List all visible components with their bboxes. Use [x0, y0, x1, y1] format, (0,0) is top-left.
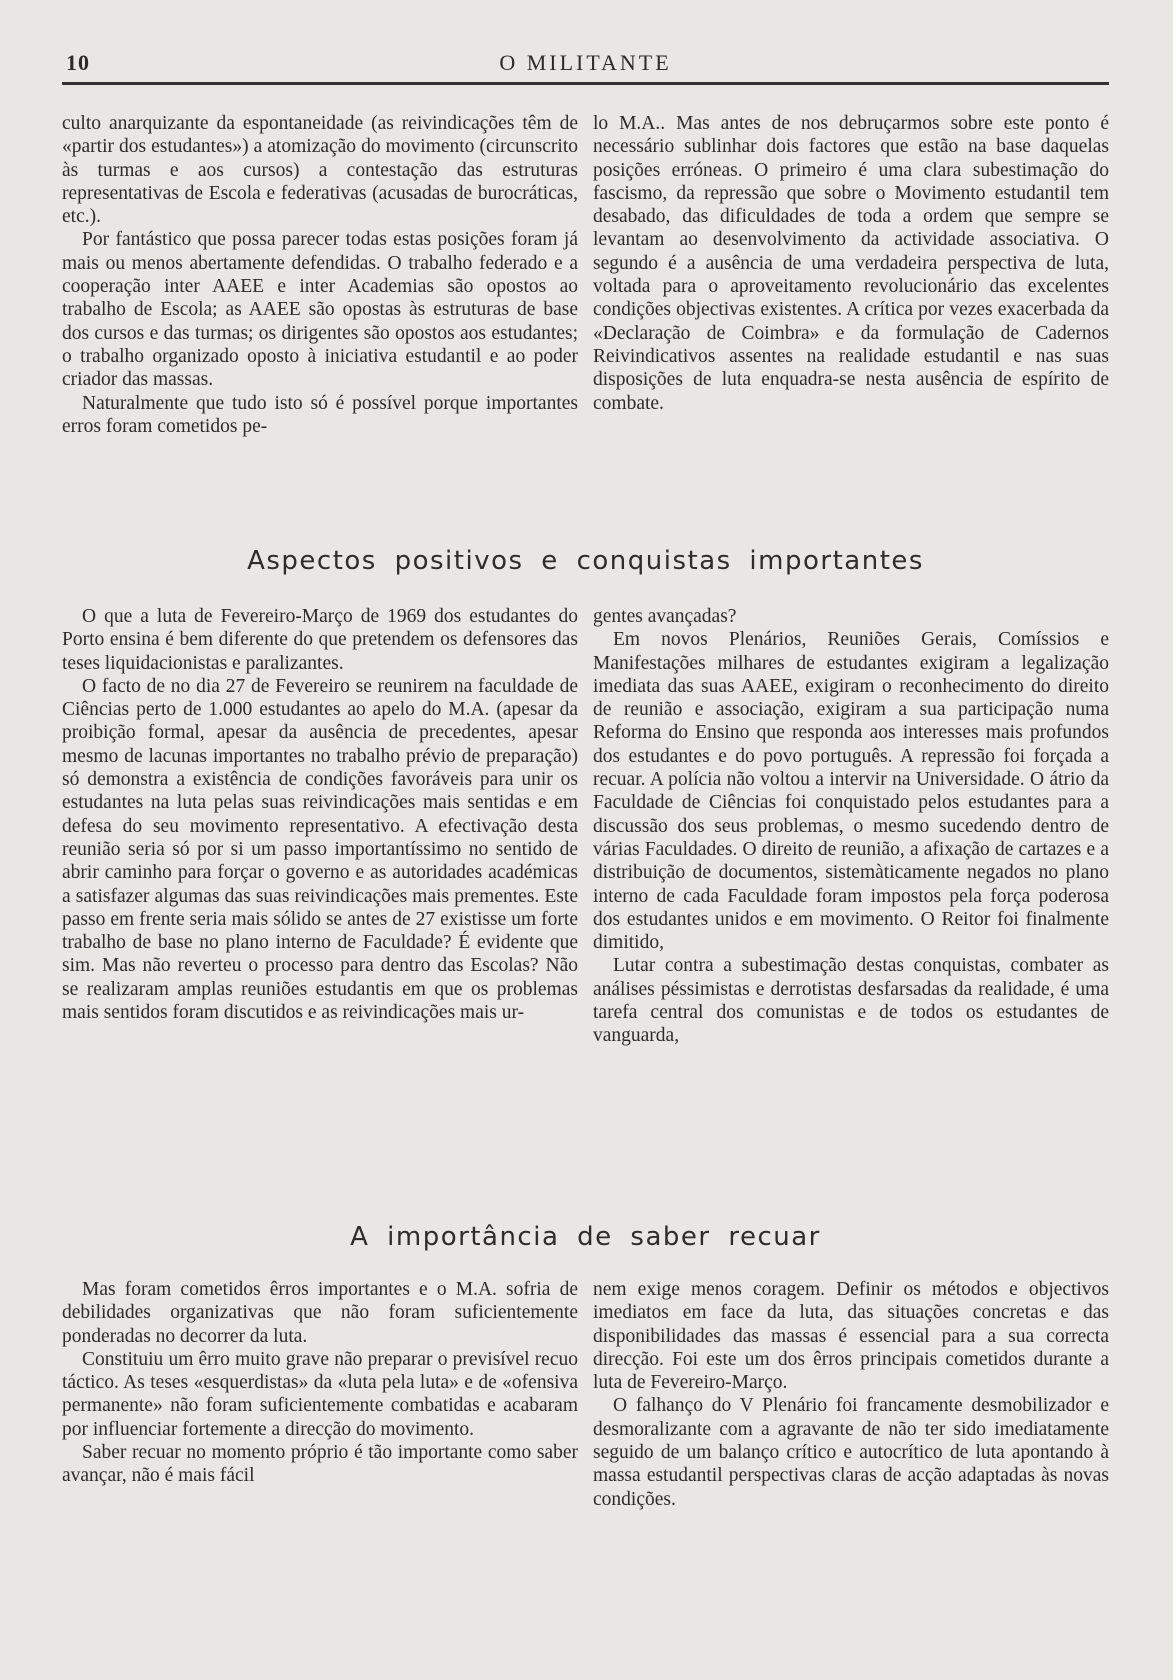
paragraph: Por fantástico que possa parecer todas estas posições foram já mais ou menos abertamente defendidas. O trabalho federado e a cooperação inter AAEE e inter Academias são opostos ao trabalho de Escola; as AAEE são opostas às estruturas de base dos cursos e das turmas; os dirigentes são opostos aos estudantes; o trabalho organizado oposto à iniciativa estudantil e ao poder criador das massas.: [62, 229, 578, 391]
paragraph: O que a luta de Fevereiro-Março de 1969 dos estudantes do Porto ensina é bem diferente do que pretendem os defensores das teses liquidacionistas e paralizantes.: [62, 606, 578, 674]
paragraph: Naturalmente que tudo isto só é possível porque importantes erros foram cometidos pe-: [62, 392, 578, 437]
aspectos-left-column: [62, 605, 578, 1048]
recuar-section: [62, 1278, 1109, 1511]
intro-section: [62, 112, 1109, 438]
intro-left-column: [62, 112, 578, 438]
page-number: 10: [66, 50, 90, 75]
paragraph: Lutar contra a subestimação destas conquistas, combater as análises péssimistas e derrotistas desfarsadas da realidade, é uma tarefa central dos comunistas e de todos os estudantes de vanguarda,: [593, 955, 1109, 1047]
paragraph: nem exige menos coragem. Definir os métodos e objectivos imediatos em face da luta, das situações concretas e das disponibilidades das massas é essencial para a sua correcta direcção. Foi este um dos êrros principais cometidos durante a luta de Fevereiro-Março.: [593, 1279, 1109, 1394]
section-heading-aspectos: Aspectos positivos e conquistas importantes: [247, 546, 924, 576]
paragraph: Em novos Plenários, Reuniões Gerais, Comíssios e Manifestações milhares de estudantes exigiram a legalização imediata das suas AAEE, exigiram o reconhecimento do direito de reunião e associação, exigiram a sua participação numa Reforma do Ensino que responda aos interesses mais profundos dos estudantes e do povo português. A repressão foi forçada a recuar. A polícia não voltou a intervir na Universidade. O átrio da Faculdade de Ciências foi conquistado pelos estudantes para a discussão dos seus problemas, o mesmo sucedendo dentro de várias Faculdades. O direito de reunião, a afixação de cartazes e a distribuição de documentos, sistemàticamente negados no plano interno de cada Faculdade foram impostos pela força poderosa dos estudantes unidos e em movimento. O Reitor foi finalmente dimitido,: [593, 629, 1109, 954]
recuar-right-column: [593, 1278, 1109, 1511]
paragraph: gentes avançadas?: [593, 606, 737, 627]
paragraph: culto anarquizante da espontaneidade (as reivindicações têm de «partir dos estudantes») a atomização do movimento (circunscrito às turmas e aos cursos) a contestação das estruturas representativas de Escola e federativas (acusadas de burocráticas, etc.).: [62, 113, 578, 228]
paragraph: Saber recuar no momento próprio é tão importante como saber avançar, não é mais fácil: [62, 1442, 578, 1487]
aspectos-right-column: [593, 605, 1109, 1048]
paragraph: O facto de no dia 27 de Fevereiro se reunirem na faculdade de Ciências perto de 1.000 estudantes ao apelo do M.A. (apesar da proibição formal, apesar da ausência de precedentes, apesar mesmo de lacunas importantes no trabalho prévio de preparação) só demonstra a existência de condições favoráveis para unir os estudantes na luta pelas suas reivindicações mais sentidas e em defesa do seu movimento representativo. A efectivação desta reunião seria só por si um passo importantíssimo no sentido de abrir caminho para forçar o governo e as autoridades académicas a satisfazer algumas das suas reivindicações mais prementes. Este passo em frente seria mais sólido se antes de 27 existisse um forte trabalho de base no plano interno de Faculdade? É evidente que sim. Mas não reverteu o processo para dentro das Escolas? Não se realizaram amplas reuniões estudantis em que os problemas mais sentidos foram discutidos e as reivindicações mais ur-: [62, 675, 578, 1024]
page-header: [62, 46, 1109, 86]
paragraph: Mas foram cometidos êrros importantes e o M.A. sofria de debilidades organizativas que não foram suficientemente ponderadas no decorrer da luta.: [62, 1279, 578, 1347]
intro-right-column: [593, 112, 1109, 438]
paragraph: Constituiu um êrro muito grave não preparar o previsível recuo táctico. As teses «esquerdistas» da «luta pela luta» e de «ofensiva permanente» não foram suficientemente combatidas e acabaram por influenciar fortemente a direcção do movimento.: [62, 1348, 578, 1440]
paragraph: O falhanço do V Plenário foi francamente desmobilizador e desmoralizante com a agravante de não ter sido imediatamente seguido de um balanço crítico e autocrítico de luta apontando à massa estudantil perspectivas claras de acção adaptadas às novas condições.: [593, 1395, 1109, 1510]
paragraph: lo M.A.. Mas antes de nos debruçarmos sobre este ponto é necessário sublinhar dois factores que estão na base daquelas posições erróneas. O primeiro é uma clara subestimação do fascismo, da repressão que sobre o Movimento estudantil tem desabado, das dificuldades de toda a ordem que sempre se levantam ao desenvolvimento da actividade associativa. O segundo é a ausência de uma verdadeira perspectiva de luta, voltada para o aproveitamento revolucionário das excelentes condições objectivas existentes. A crítica por vezes exacerbada da «Declaração de Coimbra» e da formulação de Cadernos Reivindicativos assentes na realidade estudantil e nas suas disposições de luta enquadra-se nesta ausência de espírito de combate.: [593, 113, 1109, 414]
publication-title: O MILITANTE: [499, 50, 672, 75]
header-rule: [62, 82, 1109, 85]
aspectos-section: [62, 605, 1109, 1048]
section-heading-recuar: A importância de saber recuar: [350, 1222, 821, 1252]
recuar-left-column: [62, 1278, 578, 1511]
